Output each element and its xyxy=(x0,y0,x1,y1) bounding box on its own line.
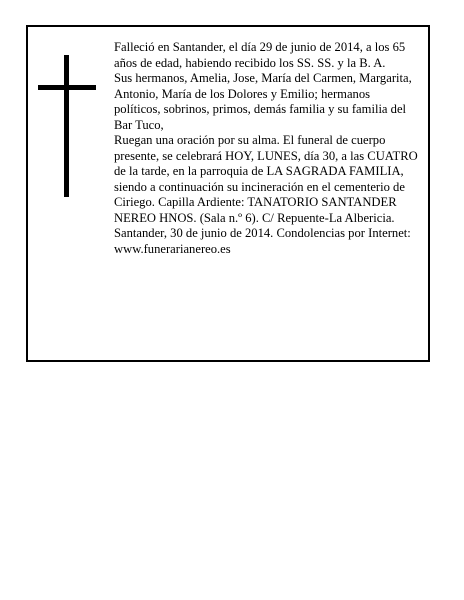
cross-icon xyxy=(38,55,96,197)
obituary-text xyxy=(114,40,418,257)
family-paragraph: Sus hermanos, Amelia, Jose, María del Carmen, Margarita, Antonio, María de los Dolores y Emilio; hermanos políticos, sobrinos, primos, demás familia y su familia del Bar Tuco, xyxy=(114,71,412,132)
funeral-details-paragraph: Ruegan una oración por su alma. El funeral de cuerpo presente, se celebrará HOY, LUNES, día 30, a las CUATRO de la tarde, en la parroquia de LA SAGRADA FAMILIA, siendo a continuación su incineración en el cementerio de Ciriego. Capilla Ardiente: TANATORIO SANTANDER NEREO HNOS. (Sala n.º 6). C/ Repuente-La Albericia. xyxy=(114,133,418,225)
cross-horizontal-bar xyxy=(38,85,96,90)
date-condolences-paragraph: Santander, 30 de junio de 2014. Condolencias por Internet: www.funerarianereo.es xyxy=(114,226,411,256)
cross-vertical-bar xyxy=(64,55,69,197)
death-announcement-paragraph: Falleció en Santander, el día 29 de junio de 2014, a los 65 años de edad, habiendo recibido los SS. SS. y la B. A. xyxy=(114,40,406,70)
